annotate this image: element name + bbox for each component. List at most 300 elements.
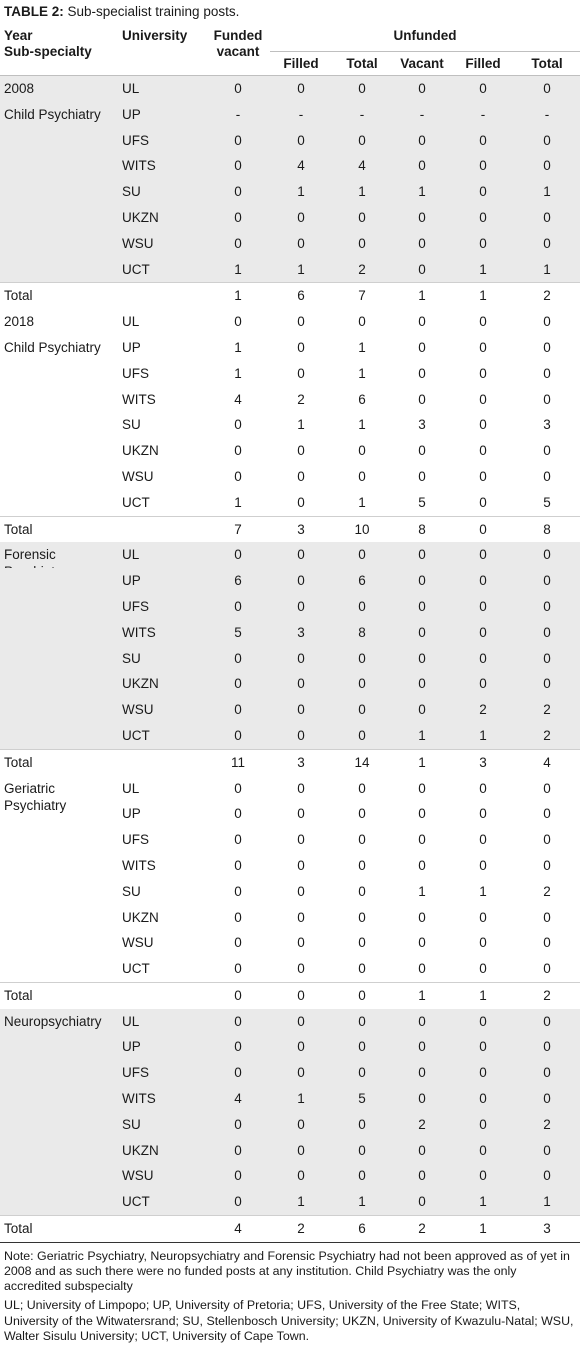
university-cell: UP <box>116 568 206 594</box>
value-cell: 0 <box>479 857 487 873</box>
value-cell: - <box>270 102 332 128</box>
total-label: Total <box>0 982 116 1008</box>
group-label: 2008 <box>4 81 35 96</box>
value-cell: 0 <box>234 883 242 899</box>
header-subspecialty: Sub-specialty <box>4 44 92 59</box>
value-cell: 4 <box>206 1086 270 1112</box>
subspecialty-cell <box>0 179 116 205</box>
subspecialty-cell <box>0 568 116 594</box>
value-cell: 0 <box>479 417 487 433</box>
value-cell: 0 <box>452 231 514 257</box>
value-cell: 6 <box>332 568 392 594</box>
value-cell: 0 <box>332 1112 392 1138</box>
university-cell: UCT <box>116 257 206 283</box>
table-row <box>0 1060 580 1086</box>
header-year-subspecialty <box>0 24 116 76</box>
header-row-1 <box>0 24 580 52</box>
note-text: Note: Geriatric Psychiatry, Neuropsychiatry and Forensic Psychiatry had not been approved as of yet in 2008 and as such there were no funded posts at any institution. Child Psychiatry was the only accredited subspecialty <box>4 1248 570 1294</box>
value-cell: 0 <box>358 883 366 899</box>
subspecialty-cell <box>0 723 116 749</box>
value-cell: 0 <box>234 857 242 873</box>
table-row <box>0 231 580 257</box>
total-value-cell: 14 <box>332 749 392 775</box>
value-cell: 0 <box>206 671 270 697</box>
value-cell: 0 <box>270 1009 332 1035</box>
subspecialty-cell <box>0 956 116 982</box>
value-cell: 0 <box>418 365 426 381</box>
value-cell: 0 <box>392 542 452 568</box>
table-row <box>0 490 580 516</box>
total-university-cell <box>116 749 206 775</box>
table-body <box>0 76 580 1243</box>
value-cell: 1 <box>270 1086 332 1112</box>
table-row <box>0 387 580 413</box>
group-label: Child Psychiatry <box>4 339 101 355</box>
table-row <box>0 568 580 594</box>
value-cell: 0 <box>297 314 305 330</box>
value-cell: 0 <box>392 205 452 231</box>
value-cell: 0 <box>234 417 242 433</box>
university-cell: SU <box>116 179 206 205</box>
subspecialty-cell <box>0 697 116 723</box>
value-cell: 5 <box>543 494 551 510</box>
subspecialty-cell <box>0 853 116 879</box>
value-cell: 0 <box>392 1009 452 1035</box>
value-cell: 0 <box>297 857 305 873</box>
table-row <box>0 1086 580 1112</box>
total-value-cell: 8 <box>514 516 580 542</box>
value-cell: 0 <box>418 961 426 977</box>
university-cell: UKZN <box>116 671 206 697</box>
subspecialty-cell <box>0 542 116 568</box>
value-cell: 0 <box>206 1189 270 1215</box>
value-cell: 0 <box>514 594 580 620</box>
header-filled: Filled <box>270 52 332 76</box>
university-cell: UKZN <box>116 205 206 231</box>
value-cell: 1 <box>392 723 452 749</box>
value-cell: 0 <box>543 780 551 796</box>
value-cell: 0 <box>270 1163 332 1189</box>
header-year: Year <box>4 28 33 43</box>
value-cell: - <box>514 102 580 128</box>
value-cell: 0 <box>452 179 514 205</box>
table-row <box>0 905 580 931</box>
table-row <box>0 956 580 982</box>
value-cell: 0 <box>452 646 514 672</box>
value-cell: 0 <box>479 339 487 355</box>
value-cell: 0 <box>452 1060 514 1086</box>
university-cell: UKZN <box>122 909 159 925</box>
university-cell: WITS <box>116 1086 206 1112</box>
value-cell: 0 <box>270 671 332 697</box>
subspecialty-cell <box>0 801 116 827</box>
value-cell: 8 <box>332 620 392 646</box>
value-cell: 0 <box>206 1138 270 1164</box>
value-cell: 0 <box>270 594 332 620</box>
value-cell: 0 <box>392 257 452 283</box>
total-value-cell: 1 <box>392 749 452 775</box>
value-cell: 0 <box>543 857 551 873</box>
university-cell: SU <box>122 417 141 433</box>
header-total: Total <box>332 52 392 76</box>
value-cell: 0 <box>332 1138 392 1164</box>
value-cell: 1 <box>358 417 366 433</box>
value-cell: 0 <box>514 1163 580 1189</box>
value-cell: 1 <box>452 257 514 283</box>
value-cell: 6 <box>206 568 270 594</box>
value-cell: 0 <box>452 76 514 102</box>
university-cell: UKZN <box>116 1138 206 1164</box>
subspecialty-cell <box>0 361 116 387</box>
total-value-cell: 1 <box>452 982 514 1008</box>
subspecialty-cell <box>0 879 116 905</box>
subspecialty-cell <box>0 438 116 464</box>
group-label: 2018 <box>4 314 35 330</box>
university-cell: UP <box>116 102 206 128</box>
value-cell: 0 <box>479 391 487 407</box>
value-cell: 1 <box>270 257 332 283</box>
subspecialty-cell <box>0 490 116 516</box>
value-cell: 0 <box>514 620 580 646</box>
value-cell: 0 <box>479 494 487 510</box>
value-cell: 4 <box>270 153 332 179</box>
table-row <box>0 1009 580 1035</box>
value-cell: 0 <box>452 1009 514 1035</box>
total-value-cell: 0 <box>332 982 392 1008</box>
value-cell: 0 <box>270 1138 332 1164</box>
value-cell: 0 <box>297 339 305 355</box>
table-row <box>0 257 580 283</box>
value-cell: 0 <box>358 314 366 330</box>
value-cell: 1 <box>270 1189 332 1215</box>
university-cell: UL <box>122 780 140 796</box>
total-value-cell: 7 <box>206 516 270 542</box>
header-vacant-unfunded: Vacant <box>392 52 452 76</box>
value-cell: 1 <box>234 494 242 510</box>
value-cell: 0 <box>206 1034 270 1060</box>
value-cell: 0 <box>418 857 426 873</box>
value-cell: 0 <box>297 909 305 925</box>
value-cell: 0 <box>543 806 551 822</box>
value-cell: 0 <box>270 128 332 154</box>
value-cell: 0 <box>358 806 366 822</box>
total-value-cell: 10 <box>332 516 392 542</box>
value-cell: 0 <box>206 646 270 672</box>
value-cell: 1 <box>358 339 366 355</box>
value-cell: 0 <box>234 935 242 951</box>
value-cell: 0 <box>206 1112 270 1138</box>
value-cell: 0 <box>543 365 551 381</box>
value-cell: 3 <box>418 417 426 433</box>
value-cell: 0 <box>452 153 514 179</box>
total-value-cell: 7 <box>332 283 392 309</box>
table-row <box>0 335 580 361</box>
value-cell: 0 <box>206 697 270 723</box>
total-value-cell: 4 <box>206 1216 270 1243</box>
value-cell: 0 <box>452 1163 514 1189</box>
value-cell: 0 <box>358 935 366 951</box>
value-cell: 0 <box>234 468 242 484</box>
value-cell: 0 <box>270 231 332 257</box>
total-value-cell: 3 <box>270 516 332 542</box>
value-cell: 0 <box>332 231 392 257</box>
subspecialty-cell <box>0 1112 116 1138</box>
value-cell: 0 <box>452 205 514 231</box>
table-row <box>0 1138 580 1164</box>
value-cell: - <box>392 102 452 128</box>
value-cell: 0 <box>514 205 580 231</box>
value-cell: 0 <box>543 909 551 925</box>
value-cell: 0 <box>514 542 580 568</box>
value-cell: 5 <box>332 1086 392 1112</box>
value-cell: 0 <box>206 231 270 257</box>
total-row <box>0 516 580 542</box>
header-total-2: Total <box>514 52 580 76</box>
total-value-cell: 3 <box>514 1216 580 1243</box>
total-value-cell: 2 <box>514 283 580 309</box>
table-row <box>0 697 580 723</box>
total-value-cell: 3 <box>270 749 332 775</box>
value-cell: 0 <box>297 494 305 510</box>
value-cell: 0 <box>418 780 426 796</box>
table-row <box>0 412 580 438</box>
value-cell: 0 <box>514 1009 580 1035</box>
university-cell: WSU <box>116 697 206 723</box>
value-cell: 0 <box>270 646 332 672</box>
table-row <box>0 620 580 646</box>
value-cell: 0 <box>392 671 452 697</box>
value-cell: 0 <box>297 883 305 899</box>
value-cell: 0 <box>358 857 366 873</box>
subspecialty-cell <box>0 1086 116 1112</box>
subspecialty-cell <box>0 646 116 672</box>
value-cell: - <box>206 102 270 128</box>
table-row <box>0 723 580 749</box>
total-value-cell: 11 <box>206 749 270 775</box>
value-cell: 0 <box>206 1163 270 1189</box>
subspecialty-cell <box>0 464 116 490</box>
value-cell: 0 <box>418 832 426 848</box>
value-cell: 0 <box>332 723 392 749</box>
value-cell: 0 <box>392 697 452 723</box>
value-cell: 0 <box>392 594 452 620</box>
university-cell: UCT <box>122 494 150 510</box>
subspecialty-cell <box>0 205 116 231</box>
value-cell: 0 <box>206 542 270 568</box>
subspecialty-cell <box>0 128 116 154</box>
university-cell: UL <box>116 76 206 102</box>
value-cell: 0 <box>206 128 270 154</box>
subspecialty-cell <box>0 671 116 697</box>
table-row <box>0 879 580 905</box>
value-cell: 0 <box>392 1034 452 1060</box>
value-cell: 0 <box>297 365 305 381</box>
value-cell: 0 <box>392 128 452 154</box>
value-cell: 1 <box>514 179 580 205</box>
value-cell: 0 <box>452 620 514 646</box>
value-cell: 1 <box>418 883 426 899</box>
value-cell: 1 <box>332 179 392 205</box>
university-cell: UFS <box>116 1060 206 1086</box>
university-cell: UP <box>122 339 141 355</box>
value-cell: 0 <box>270 76 332 102</box>
total-value-cell: 8 <box>392 516 452 542</box>
university-cell: UL <box>122 314 140 330</box>
subspecialty-cell <box>0 620 116 646</box>
value-cell: 0 <box>206 205 270 231</box>
table-row <box>0 205 580 231</box>
value-cell: 0 <box>332 646 392 672</box>
value-cell: 4 <box>332 153 392 179</box>
subspecialty-cell <box>0 930 116 956</box>
value-cell: 0 <box>234 909 242 925</box>
value-cell: 0 <box>206 1009 270 1035</box>
table-row <box>0 930 580 956</box>
table-row <box>0 76 580 102</box>
group-label: Neuropsychiatry <box>4 1013 102 1029</box>
header-filled-2: Filled <box>452 52 514 76</box>
table-row <box>0 1163 580 1189</box>
value-cell: 0 <box>206 179 270 205</box>
university-cell: WITS <box>122 391 156 407</box>
value-cell: 0 <box>358 961 366 977</box>
total-label: Total <box>0 749 116 775</box>
value-cell: 0 <box>392 231 452 257</box>
subspecialty-cell <box>0 776 116 813</box>
value-cell: 0 <box>332 594 392 620</box>
header-unfunded: Unfunded <box>270 24 580 52</box>
total-value-cell: 0 <box>206 982 270 1008</box>
value-cell: 2 <box>392 1112 452 1138</box>
value-cell: 0 <box>358 780 366 796</box>
value-cell: 0 <box>418 909 426 925</box>
value-cell: 1 <box>452 1189 514 1215</box>
value-cell: 0 <box>234 961 242 977</box>
university-cell: WITS <box>122 857 156 873</box>
value-cell: 0 <box>358 832 366 848</box>
total-value-cell: 1 <box>392 982 452 1008</box>
university-cell: UFS <box>116 594 206 620</box>
value-cell: 0 <box>479 365 487 381</box>
value-cell: 0 <box>234 443 242 459</box>
value-cell: 0 <box>479 832 487 848</box>
table-row <box>0 776 580 802</box>
table-row <box>0 309 580 335</box>
university-cell: UP <box>122 806 141 822</box>
total-label: Total <box>0 283 116 309</box>
training-posts-table <box>0 24 580 1243</box>
total-value-cell: 2 <box>514 982 580 1008</box>
value-cell: 0 <box>452 1112 514 1138</box>
subspecialty-cell <box>0 257 116 283</box>
value-cell: 0 <box>514 1034 580 1060</box>
subspecialty-cell <box>0 309 116 335</box>
value-cell: 0 <box>297 468 305 484</box>
university-cell: WSU <box>122 468 154 484</box>
value-cell: 0 <box>543 314 551 330</box>
university-cell: WSU <box>116 231 206 257</box>
value-cell: 2 <box>452 697 514 723</box>
value-cell: 0 <box>332 1060 392 1086</box>
value-cell: 0 <box>332 205 392 231</box>
value-cell: 0 <box>297 832 305 848</box>
value-cell: 0 <box>234 806 242 822</box>
university-cell: SU <box>122 883 141 899</box>
total-university-cell <box>116 982 206 1008</box>
value-cell: 0 <box>543 391 551 407</box>
value-cell: 0 <box>358 443 366 459</box>
subspecialty-cell <box>0 1034 116 1060</box>
table-row <box>0 801 580 827</box>
university-cell: WITS <box>116 620 206 646</box>
table-row <box>0 464 580 490</box>
total-value-cell: 2 <box>270 1216 332 1243</box>
value-cell: 0 <box>332 1163 392 1189</box>
value-cell: 0 <box>358 909 366 925</box>
subspecialty-cell <box>0 1009 116 1035</box>
value-cell: 0 <box>392 153 452 179</box>
value-cell: 0 <box>479 806 487 822</box>
university-cell: UFS <box>122 365 149 381</box>
table-row <box>0 646 580 672</box>
value-cell: 0 <box>392 646 452 672</box>
value-cell: 0 <box>270 697 332 723</box>
value-cell: 0 <box>270 205 332 231</box>
value-cell: 0 <box>234 780 242 796</box>
value-cell: 1 <box>297 417 305 433</box>
university-cell: UL <box>116 542 206 568</box>
value-cell: 0 <box>514 1086 580 1112</box>
group-label: Child Psychiatry <box>4 106 101 122</box>
value-cell: 0 <box>297 961 305 977</box>
total-row <box>0 283 580 309</box>
subspecialty-cell <box>0 905 116 931</box>
total-label: Total <box>0 516 116 542</box>
value-cell: 1 <box>514 1189 580 1215</box>
value-cell: 1 <box>358 494 366 510</box>
university-cell: WSU <box>116 1163 206 1189</box>
table-row <box>0 594 580 620</box>
subspecialty-cell <box>0 412 116 438</box>
value-cell: 0 <box>514 568 580 594</box>
value-cell: 2 <box>297 391 305 407</box>
total-university-cell <box>116 283 206 309</box>
subspecialty-cell <box>0 335 116 361</box>
value-cell: 0 <box>358 468 366 484</box>
value-cell: 0 <box>332 1009 392 1035</box>
total-value-cell: 1 <box>452 1216 514 1243</box>
value-cell: 0 <box>514 646 580 672</box>
value-cell: 0 <box>270 1112 332 1138</box>
value-cell: 0 <box>392 76 452 102</box>
value-cell: 1 <box>234 339 242 355</box>
value-cell: 0 <box>270 723 332 749</box>
value-cell: 0 <box>543 443 551 459</box>
value-cell: 2 <box>332 257 392 283</box>
total-row <box>0 749 580 775</box>
value-cell: 0 <box>418 339 426 355</box>
value-cell: 0 <box>206 723 270 749</box>
total-row <box>0 982 580 1008</box>
table-row <box>0 153 580 179</box>
university-cell: SU <box>116 1112 206 1138</box>
value-cell: 0 <box>206 76 270 102</box>
value-cell: 0 <box>543 832 551 848</box>
value-cell: 2 <box>543 883 551 899</box>
value-cell: 0 <box>543 961 551 977</box>
value-cell: 0 <box>418 935 426 951</box>
header-funded: Funded <box>213 28 263 43</box>
